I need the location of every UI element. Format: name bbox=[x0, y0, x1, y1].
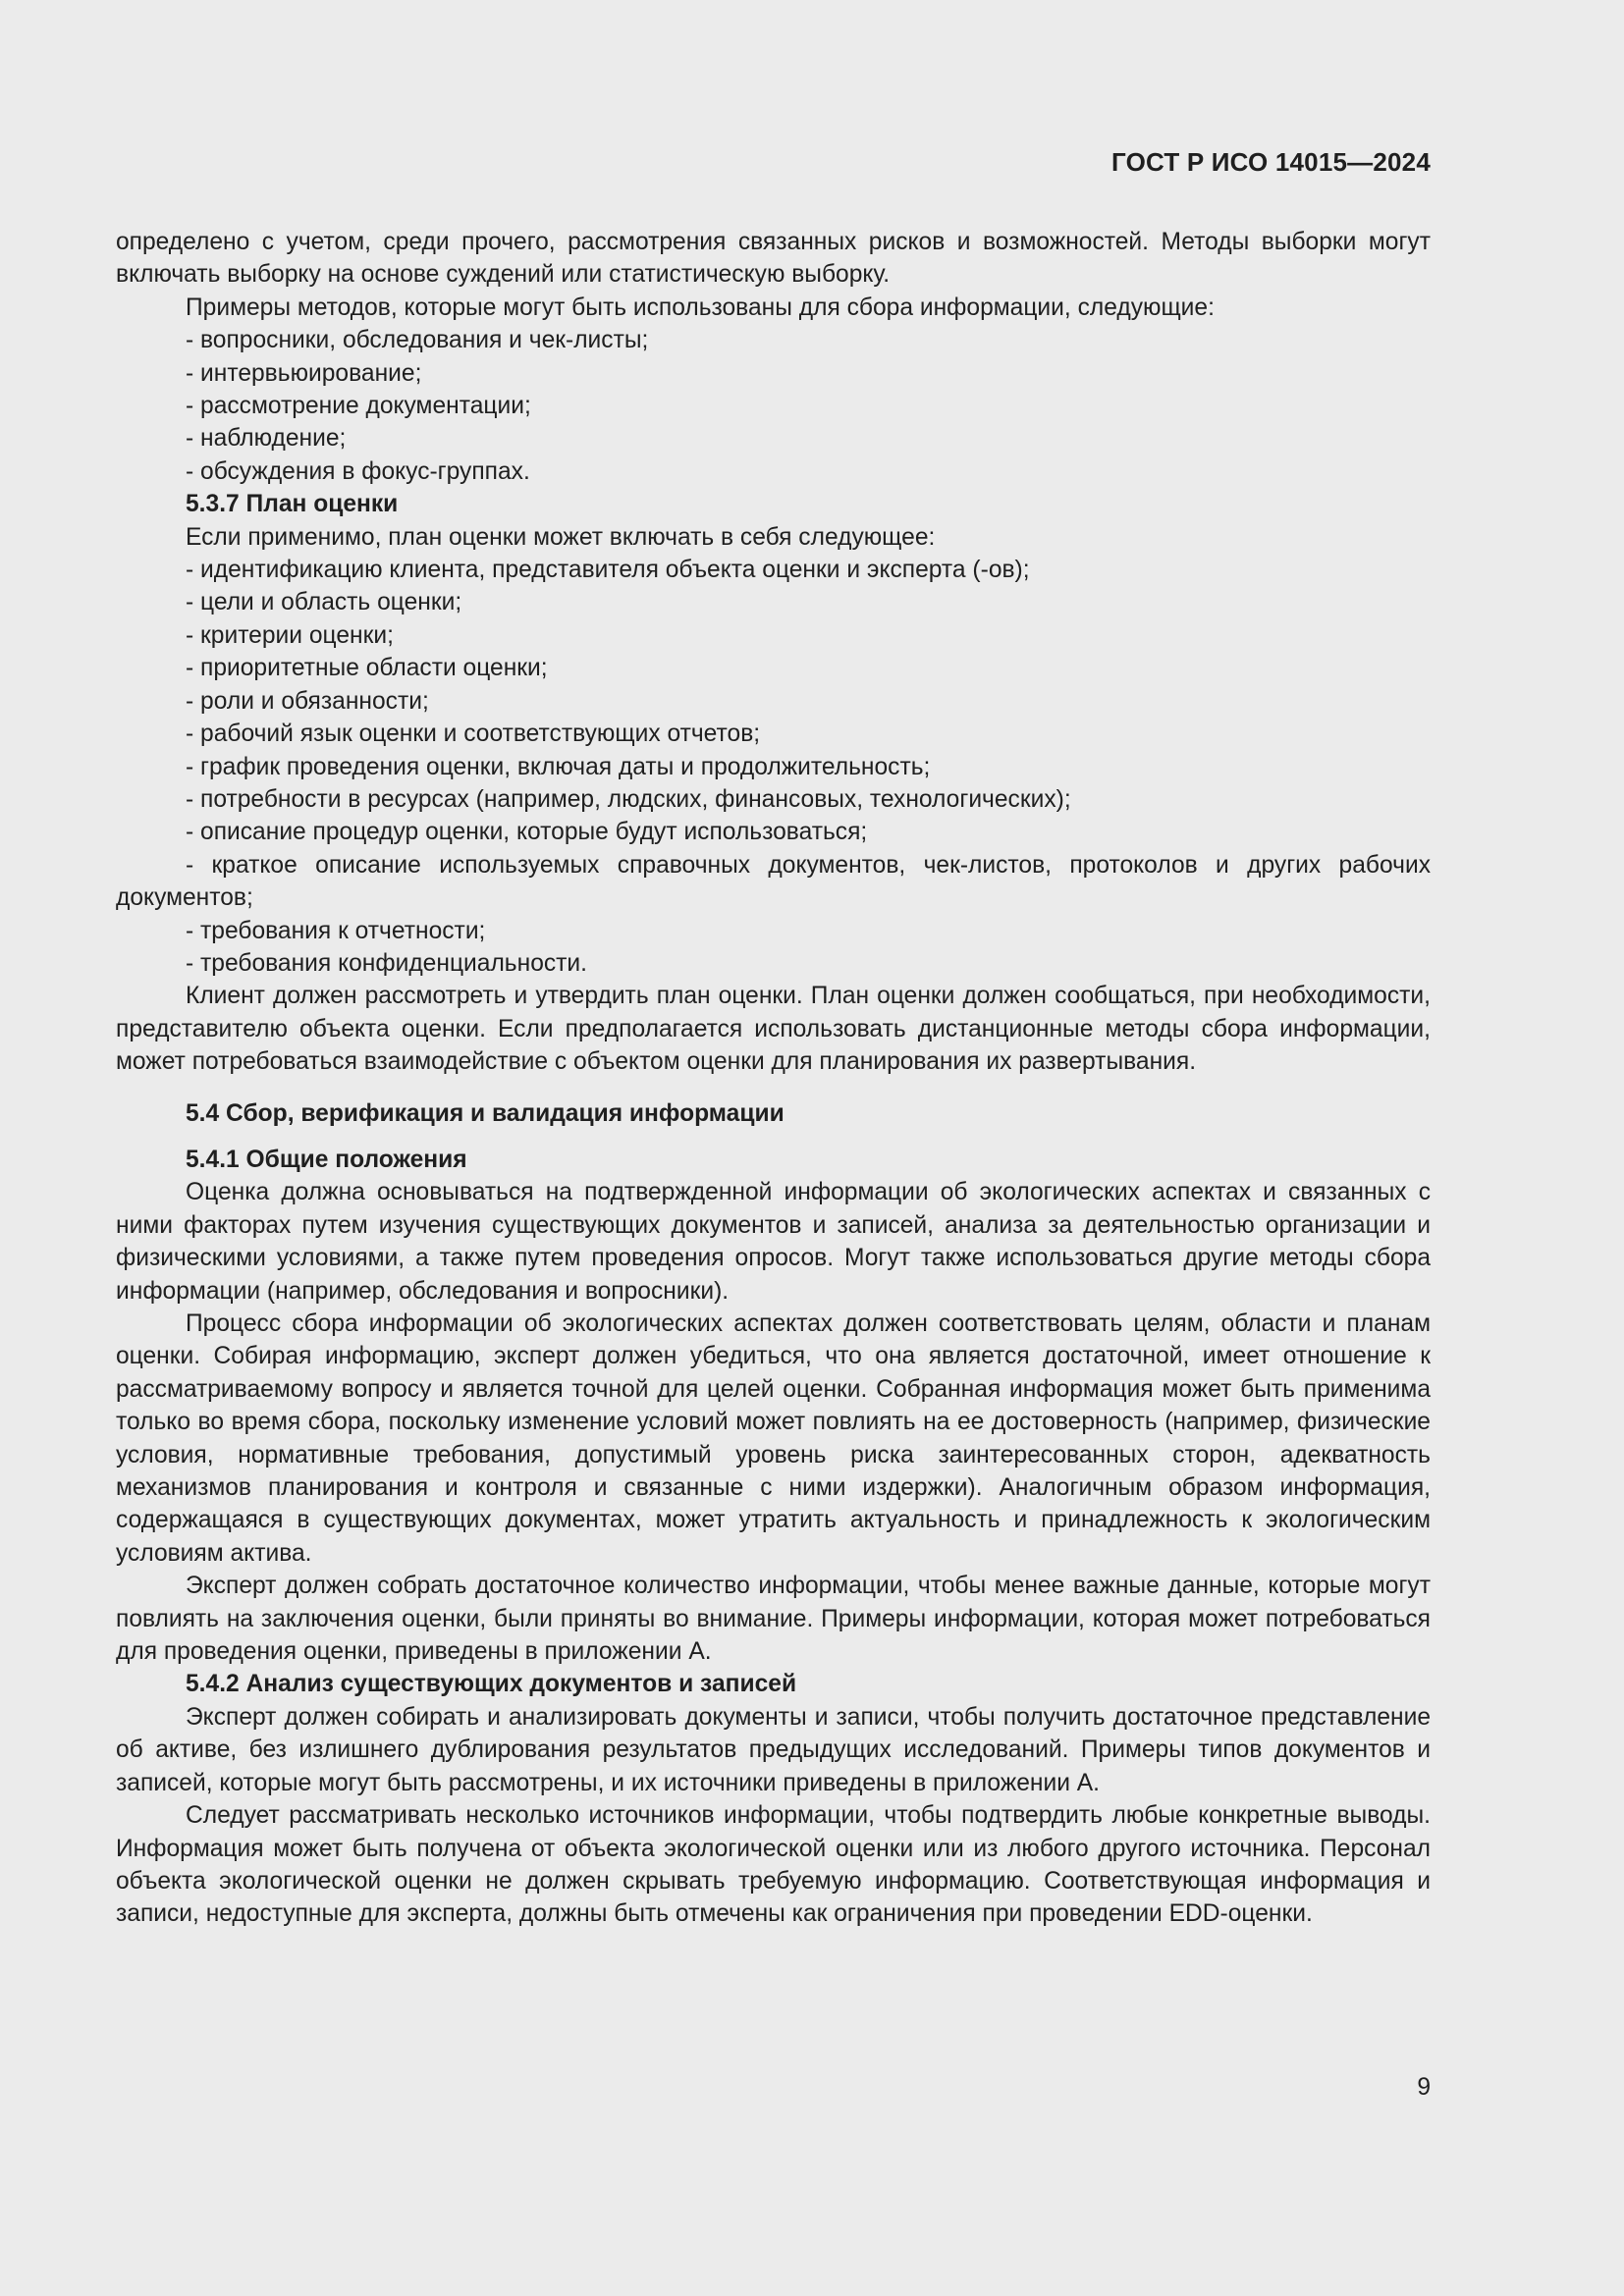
paragraph: определено с учетом, среди прочего, рассмотрения связанных рисков и возможностей. Методы выборки могут включать выборку на основе суждений или статистическую выборку. bbox=[116, 229, 1431, 289]
list-item: - описание процедур оценки, которые будут использоваться; bbox=[186, 819, 868, 846]
list-item: - вопросники, обследования и чек-листы; bbox=[186, 327, 649, 354]
list-item: - критерии оценки; bbox=[186, 621, 394, 649]
section-heading-5-4: 5.4 Сбор, верификация и валидация информации bbox=[186, 1099, 785, 1127]
list-item: - роли и обязанности; bbox=[186, 687, 429, 715]
section-heading-5-3-7: 5.3.7 План оценки bbox=[186, 491, 399, 518]
list-item: - идентификацию клиента, представителя объекта оценки и эксперта (-ов); bbox=[186, 557, 1030, 584]
list-item: - рассмотрение документации; bbox=[186, 393, 531, 420]
paragraph: Следует рассматривать несколько источников информации, чтобы подтвердить любые конкретные выводы. Информация может быть получена от объекта экологической оценки или из любого другого источника. Персонал объекта экологической оценки не должен скрывать требуемую информацию. Соответствующая информация и записи, недоступные для эксперта, должны быть отмечены как ограничения при проведении EDD-оценки. bbox=[116, 1802, 1431, 1928]
methods-list bbox=[116, 324, 1431, 488]
paragraph: Оценка должна основываться на подтвержденной информации об экологических аспектах и связанных с ними факторах путем изучения существующих документов и записей, анализа за деятельностью организации и физическими условиями, а также путем проведения опросов. Могут также использоваться другие методы сбора информации (например, обследования и вопросники). bbox=[116, 1179, 1431, 1305]
paragraph: Клиент должен рассмотреть и утвердить план оценки. План оценки должен сообщаться, при необходимости, представителю объекта оценки. Если предполагается использовать дистанционные методы сбора информации, может потребоваться взаимодействие с объектом оценки для планирования их развертывания. bbox=[116, 983, 1431, 1076]
list-item: - краткое описание используемых справочных документов, чек-листов, протоколов и других рабочих документов; bbox=[116, 851, 1431, 912]
list-item: - требования к отчетности; bbox=[186, 917, 486, 944]
paragraph: Примеры методов, которые могут быть использованы для сбора информации, следующие: bbox=[186, 294, 1215, 321]
list-item: - приоритетные области оценки; bbox=[186, 655, 548, 682]
list-item: - потребности в ресурсах (например, людских, финансовых, технологических); bbox=[186, 785, 1071, 813]
list-item: - наблюдение; bbox=[186, 425, 347, 453]
paragraph: Эксперт должен собирать и анализировать документы и записи, чтобы получить достаточное представление об активе, без излишнего дублирования результатов предыдущих исследований. Примеры типов документов и записей, которые могут быть рассмотрены, и их источники приведены в приложении А. bbox=[116, 1703, 1431, 1796]
section-heading-5-4-2: 5.4.2 Анализ существующих документов и записей bbox=[186, 1671, 797, 1698]
list-item: - рабочий язык оценки и соответствующих отчетов; bbox=[186, 721, 761, 748]
list-item: - требования конфиденциальности. bbox=[186, 949, 588, 977]
paragraph: Процесс сбора информации об экологических аспектах должен соответствовать целям, области и планам оценки. Собирая информацию, эксперт должен убедиться, что она является достаточной, имеет отношение к рассматриваемому вопросу и является точной для целей оценки. Собранная информация может быть применима только во время сбора, поскольку изменение условий может повлиять на ее достоверность (например, физические условия, нормативные требования, допустимый уровень риска заинтересованных сторон, адекватность механизмов планирования и контроля и связанные с ними издержки). Аналогичным образом информация, содержащаяся в существующих документах, может утратить актуальность и принадлежность к экологическим условиям актива. bbox=[116, 1310, 1431, 1567]
section-heading-5-4-1: 5.4.1 Общие положения bbox=[186, 1146, 467, 1173]
list-item: - обсуждения в фокус-группах. bbox=[186, 457, 530, 485]
document-body bbox=[116, 226, 1431, 1931]
list-item: - цели и область оценки; bbox=[186, 589, 462, 616]
plan-items-list bbox=[116, 554, 1431, 980]
paragraph: Если применимо, план оценки может включать в себя следующее: bbox=[186, 523, 936, 551]
list-item: - интервьюирование; bbox=[186, 359, 422, 387]
document-header: ГОСТ Р ИСО 14015—2024 bbox=[1110, 147, 1431, 177]
page-number: 9 bbox=[1417, 2074, 1431, 2101]
list-item: - график проведения оценки, включая даты и продолжительность; bbox=[186, 753, 931, 780]
paragraph: Эксперт должен собрать достаточное количество информации, чтобы менее важные данные, которые могут повлиять на заключения оценки, были приняты во внимание. Примеры информации, которая может потребоваться для проведения оценки, приведены в приложении А. bbox=[116, 1573, 1431, 1666]
